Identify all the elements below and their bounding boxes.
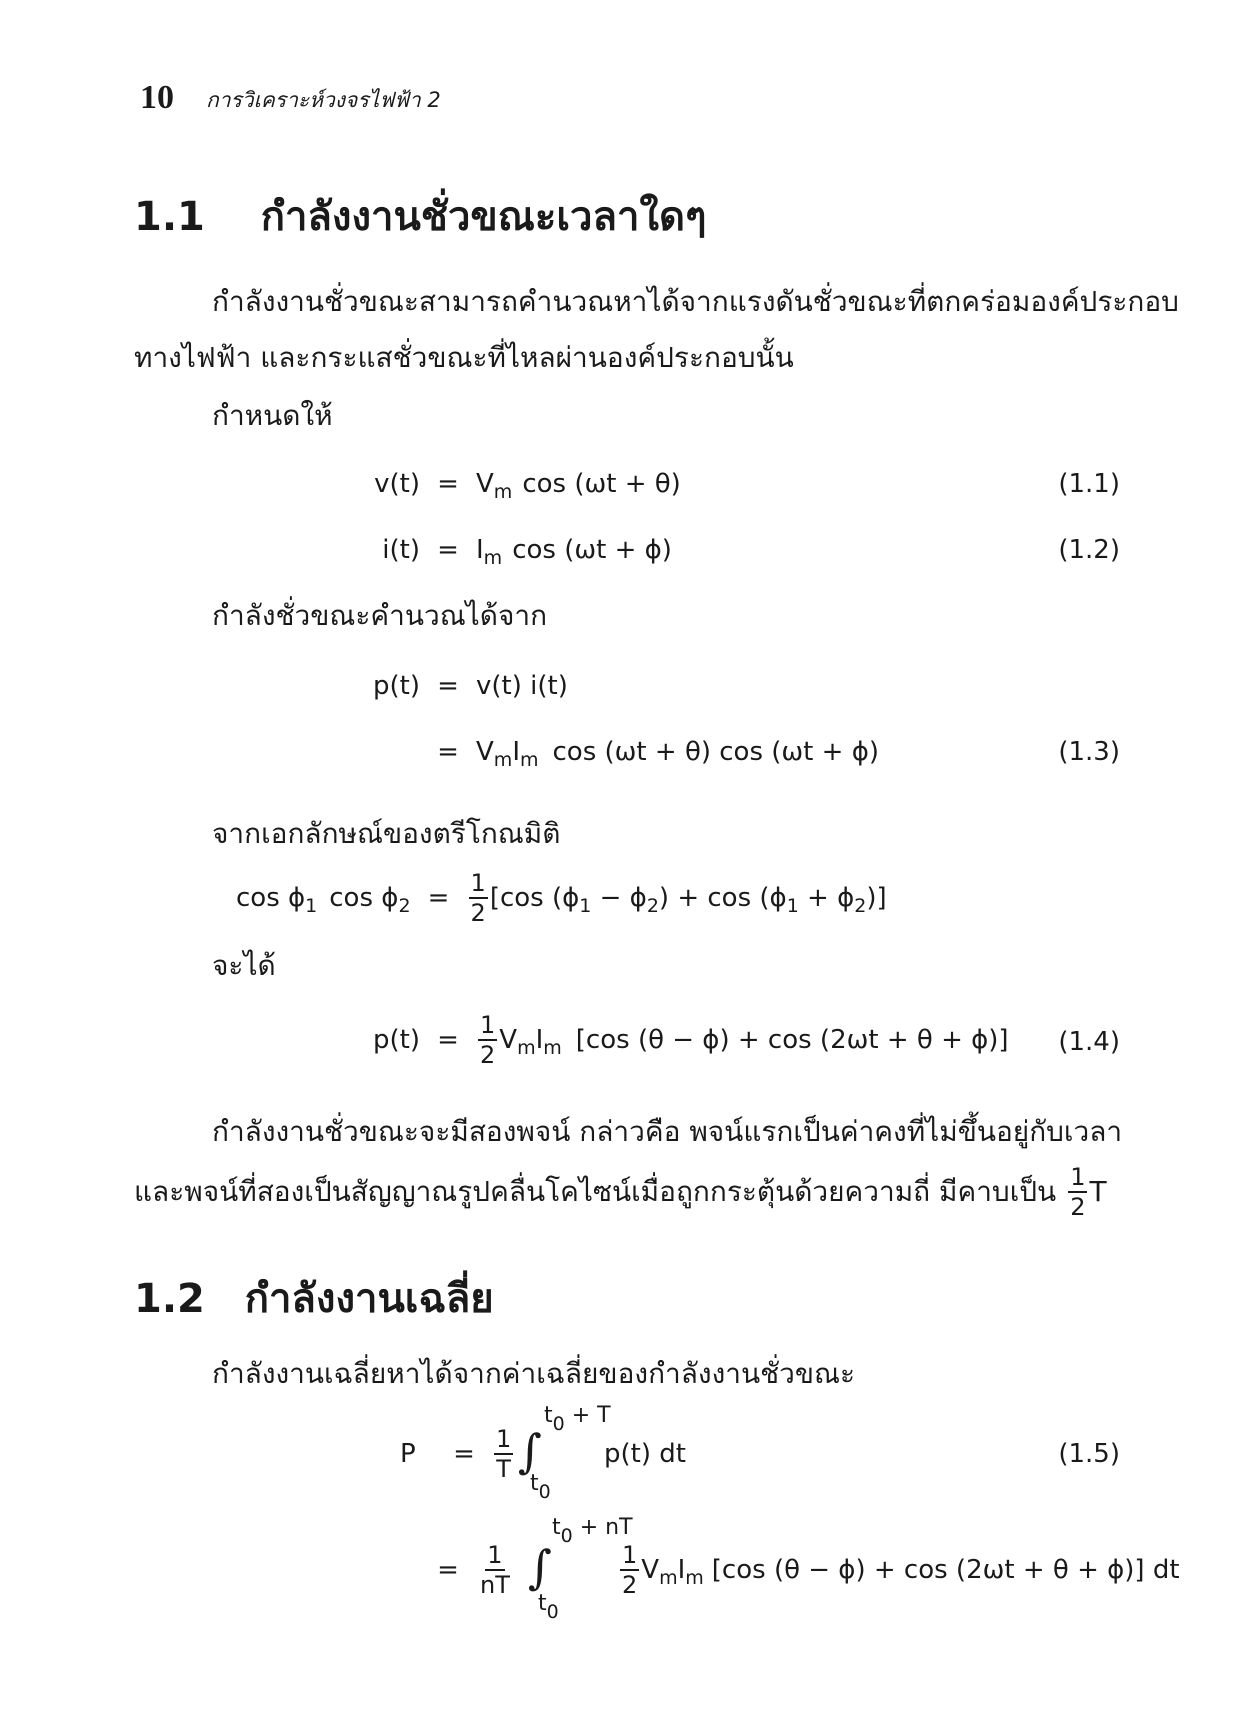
limit-variable: t	[552, 1515, 561, 1540]
paragraph-line: จากเอกลักษณ์ของตรีโกณมิติ	[212, 817, 561, 850]
symbol: V	[499, 1025, 518, 1055]
numerator: 1	[480, 1011, 496, 1039]
denominator: T	[496, 1455, 511, 1483]
expression: cos (ωt + ϕ)	[512, 535, 672, 565]
section-title: กำลังงานชั่วขณะเวลาใดๆ	[260, 194, 707, 240]
subscript: m	[493, 481, 513, 503]
section-title: กำลังงานเฉลี่ย	[244, 1276, 494, 1322]
expression: [cos (θ − ϕ) + cos (2ωt + θ + ϕ)]	[575, 1025, 1009, 1055]
expression: ) + cos (ϕ	[658, 883, 787, 913]
page-number: 10	[140, 79, 174, 116]
lower-limit	[538, 1591, 559, 1623]
paragraph-line: กำลังงานชั่วขณะสามารถคำนวณหาได้จากแรงดันชั่วขณะที่ตกคร่อมองค์ประกอบ	[212, 285, 1179, 318]
equation-1-4	[340, 1012, 1009, 1068]
subscript: m	[483, 547, 503, 569]
denominator: 2	[1070, 1193, 1086, 1221]
given-text: กำหนดให้	[212, 399, 333, 432]
paragraph-line: กำลังชั่วขณะคำนวณได้จาก	[212, 599, 548, 632]
fraction	[620, 1542, 639, 1598]
equation-1-3b	[420, 734, 879, 770]
expression: v(t) i(t)	[476, 671, 568, 701]
equals-sign: =	[437, 535, 459, 565]
subscript: 2	[646, 895, 659, 917]
equals-sign: =	[437, 737, 459, 767]
equation-lhs: i(t)	[382, 535, 420, 565]
equation-1-2	[340, 532, 672, 568]
trig-identity	[236, 870, 887, 926]
paragraph-line: กำลังงานเฉลี่ยหาได้จากค่าเฉลี่ยของกำลังงานชั่วขณะ	[212, 1357, 855, 1390]
equation-number: (1.5)	[1058, 1439, 1120, 1469]
paragraph-line: กำลังงานชั่วขณะจะมีสองพจน์ กล่าวคือ พจน์แรกเป็นค่าคงที่ไม่ขึ้นอยู่กับเวลา	[212, 1115, 1123, 1148]
numerator: 1	[622, 1541, 638, 1569]
expression: − ϕ	[591, 883, 647, 913]
integral-sign: ∫	[528, 1540, 552, 1594]
equation-1-3a	[340, 668, 568, 704]
lower-limit	[530, 1471, 551, 1503]
section-1-1-heading	[134, 192, 706, 242]
symbol: T	[1089, 1175, 1107, 1208]
subscript: 1	[579, 895, 592, 917]
numerator: 1	[487, 1541, 503, 1569]
equation-number: (1.3)	[1058, 737, 1120, 767]
equation-lhs: p(t)	[373, 671, 420, 701]
fraction	[478, 1012, 497, 1068]
equals-sign: =	[437, 1555, 459, 1585]
equation-lhs: v(t)	[374, 469, 420, 499]
expression: cos (ωt + θ)	[522, 469, 681, 499]
equation-number: (1.4)	[1058, 1027, 1120, 1057]
expression: cos ϕ	[236, 883, 306, 913]
equals-sign: =	[437, 1025, 459, 1055]
expression: [cos (ϕ	[489, 883, 580, 913]
subscript: 2	[854, 895, 867, 917]
symbol: V	[476, 737, 494, 767]
denominator: 2	[480, 1041, 496, 1069]
subscript: 2	[398, 895, 411, 917]
subscript: m	[517, 1037, 536, 1059]
paragraph-text: และพจน์ที่สองเป็นสัญญาณรูปคลื่นโคไซน์เมื่อถูกกระตุ้นด้วยความถี่ มีคาบเป็น	[134, 1175, 1057, 1208]
numerator: 1	[496, 1425, 512, 1453]
denominator: 2	[622, 1571, 638, 1599]
fraction	[469, 870, 488, 926]
symbol: V	[476, 469, 494, 499]
subscript: 0	[560, 1525, 573, 1547]
symbol: I	[677, 1555, 686, 1585]
expression: p(t) dt	[604, 1439, 686, 1469]
equation-1-5-continued	[420, 1514, 1180, 1624]
paragraph-line-with-fraction	[134, 1164, 1107, 1220]
symbol: I	[476, 535, 484, 565]
section-number: 1.2	[134, 1276, 205, 1322]
subscript: 0	[538, 1481, 551, 1503]
limit-variable: t	[544, 1403, 553, 1428]
expression: [cos (θ − ϕ) + cos (2ωt + θ + ϕ)] dt	[711, 1555, 1180, 1585]
equation-lhs: P	[400, 1439, 416, 1469]
denominator: 2	[470, 899, 486, 927]
numerator: 1	[1070, 1163, 1086, 1191]
denominator: nT	[480, 1571, 510, 1599]
subscript: 0	[546, 1601, 559, 1623]
upper-limit	[544, 1403, 611, 1435]
equals-sign: =	[427, 883, 450, 913]
subscript: 1	[305, 895, 318, 917]
expression: + ϕ	[798, 883, 855, 913]
integrand	[618, 1542, 1180, 1598]
subscript: m	[659, 1567, 678, 1589]
equation-number: (1.2)	[1058, 535, 1120, 565]
section-1-2-heading	[134, 1274, 494, 1324]
integral-sign: ∫	[518, 1424, 542, 1478]
equals-sign: =	[437, 671, 459, 701]
fraction	[494, 1426, 513, 1482]
expression: cos ϕ	[329, 883, 399, 913]
book-title: การวิเคราะห์วงจรไฟฟ้า 2	[206, 88, 441, 112]
paragraph-line: ทางไฟฟ้า และกระแสชั่วขณะที่ไหลผ่านองค์ประกอบนั้น	[134, 341, 794, 374]
equation-number: (1.1)	[1058, 469, 1120, 499]
symbol: I	[512, 737, 520, 767]
subscript: m	[493, 749, 513, 771]
expression: )]	[866, 883, 887, 913]
equals-sign: =	[453, 1439, 475, 1469]
equals-sign: =	[437, 469, 459, 499]
limit-rest: + nT	[572, 1515, 633, 1540]
subscript: 1	[786, 895, 799, 917]
limit-variable: t	[538, 1591, 547, 1616]
symbol: I	[535, 1025, 544, 1055]
fraction	[478, 1542, 512, 1598]
limit-rest: + T	[564, 1403, 611, 1428]
equation-1-1	[340, 466, 681, 502]
limit-variable: t	[530, 1471, 539, 1496]
symbol: V	[641, 1555, 660, 1585]
subscript: 0	[552, 1413, 565, 1435]
subscript: m	[685, 1567, 704, 1589]
equation-1-5	[360, 1404, 820, 1504]
fraction	[1068, 1164, 1087, 1220]
subscript: m	[543, 1037, 562, 1059]
paragraph-line: จะได้	[212, 949, 276, 982]
subscript: m	[519, 749, 539, 771]
expression: cos (ωt + θ) cos (ωt + ϕ)	[552, 737, 879, 767]
upper-limit	[552, 1515, 633, 1547]
equation-lhs: p(t)	[373, 1025, 420, 1055]
numerator: 1	[470, 869, 486, 897]
section-number: 1.1	[134, 194, 205, 240]
